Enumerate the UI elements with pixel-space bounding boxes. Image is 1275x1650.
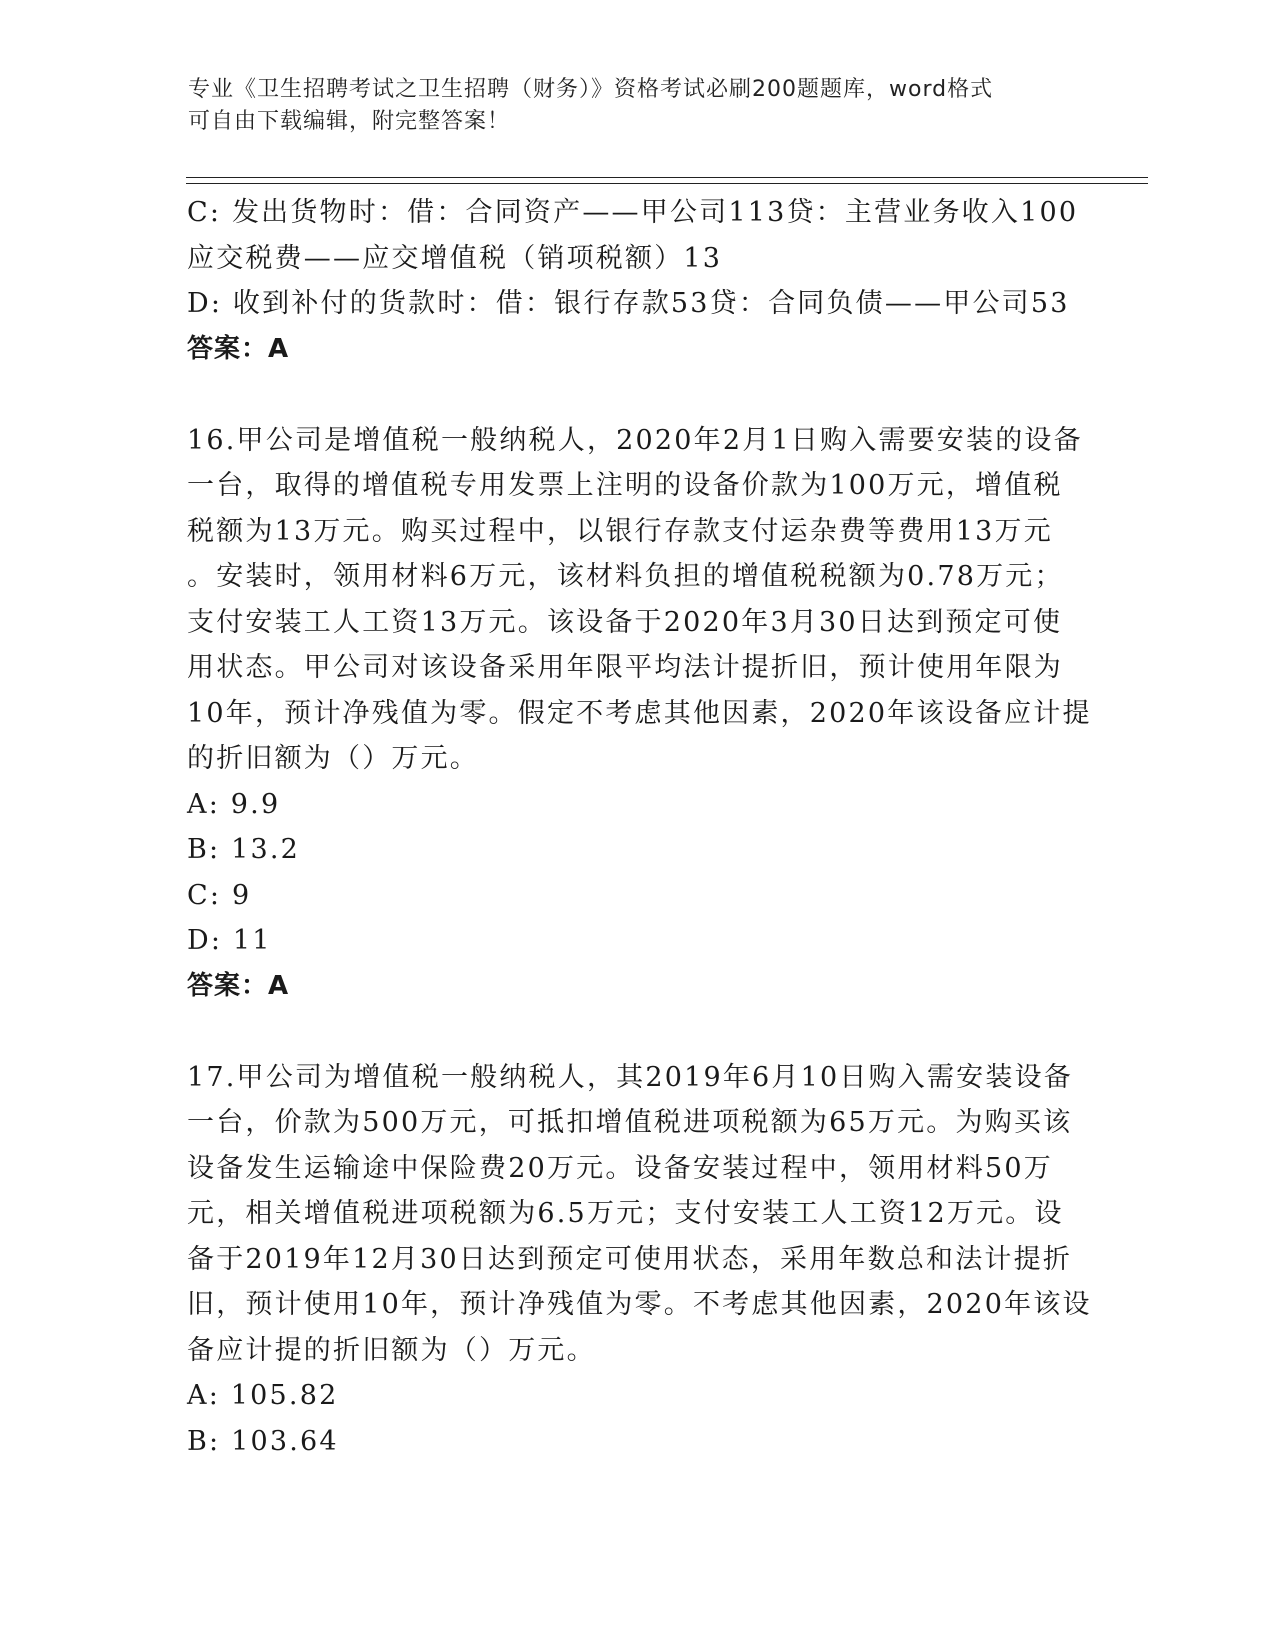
q17-stem-line: 元，相关增值税进项税额为6.5万元；支付安装工人工资12万元。设 [187, 1198, 1064, 1229]
q16-stem-line: 一台，取得的增值税专用发票上注明的设备价款为100万元，增值税 [187, 470, 1063, 501]
q15-option-c-line-1: C: 发出货物时：借：合同资产——甲公司113贷：主营业务收入100 [187, 197, 1079, 228]
document-body [187, 190, 1092, 1464]
q16-answer: 答案：A [187, 970, 290, 1001]
q17-stem-line: 一台，价款为500万元，可抵扣增值税进项税额为65万元。为购买该 [187, 1107, 1073, 1138]
header-line-2: 可自由下载编辑，附完整答案！ [188, 109, 511, 134]
question-16 [187, 418, 1092, 1010]
header-line-1: 专业《卫生招聘考试之卫生招聘（财务）》资格考试必刷200题题库，word格式 [188, 77, 994, 102]
q15-option-d: D: 收到补付的货款时：借：银行存款53贷：合同负债——甲公司53 [187, 288, 1070, 319]
q17-option-b: B: 103.64 [187, 1425, 339, 1457]
q17-stem-line: 设备发生运输途中保险费20万元。设备安装过程中，领用材料50万 [187, 1152, 1053, 1184]
q16-option-b: B: 13.2 [187, 834, 301, 865]
document-header [188, 74, 1068, 138]
spacer [187, 372, 1087, 418]
q15-answer: 答案：A [187, 333, 290, 364]
q16-stem-line: 支付安装工人工资13万元。该设备于2020年3月30日达到预定可使 [187, 606, 1063, 638]
q16-stem-line: 用状态。甲公司对该设备采用年限平均法计提折旧，预计使用年限为 [187, 652, 1063, 683]
q15-option-c-line-2: 应交税费——应交增值税（销项税额）13 [187, 242, 723, 274]
spacer [187, 1009, 1087, 1055]
q16-option-c: C: 9 [187, 879, 252, 911]
q17-stem-line: 17.甲公司为增值税一般纳税人，其2019年6月10日购入需安装设备 [187, 1061, 1073, 1093]
q16-stem-line: 16.甲公司是增值税一般纳税人，2020年2月1日购入需要安装的设备 [187, 424, 1083, 456]
question-17 [187, 1055, 1092, 1465]
header-rule-top [186, 177, 1148, 178]
question-15-tail [187, 190, 1087, 372]
q16-option-a: A: 9.9 [187, 788, 281, 820]
q17-option-a: A: 105.82 [187, 1380, 339, 1411]
q16-stem-line: 。安装时，领用材料6万元，该材料负担的增值税税额为0.78万元； [187, 561, 1064, 592]
q16-stem-line: 10年，预计净残值为零。假定不考虑其他因素，2020年该设备应计提 [187, 697, 1092, 729]
q16-stem-line: 的折旧额为（）万元。 [187, 743, 479, 774]
header-rule-bottom [186, 183, 1148, 184]
q16-stem-line: 税额为13万元。购买过程中，以银行存款支付运杂费等费用13万元 [187, 515, 1053, 547]
q17-stem-line: 备于2019年12月30日达到预定可使用状态，采用年数总和法计提折 [187, 1243, 1073, 1275]
q17-stem-line: 备应计提的折旧额为（）万元。 [187, 1334, 596, 1366]
q16-option-d: D: 11 [187, 925, 272, 956]
q17-stem-line: 旧，预计使用10年，预计净残值为零。不考虑其他因素，2020年该设 [187, 1289, 1092, 1320]
